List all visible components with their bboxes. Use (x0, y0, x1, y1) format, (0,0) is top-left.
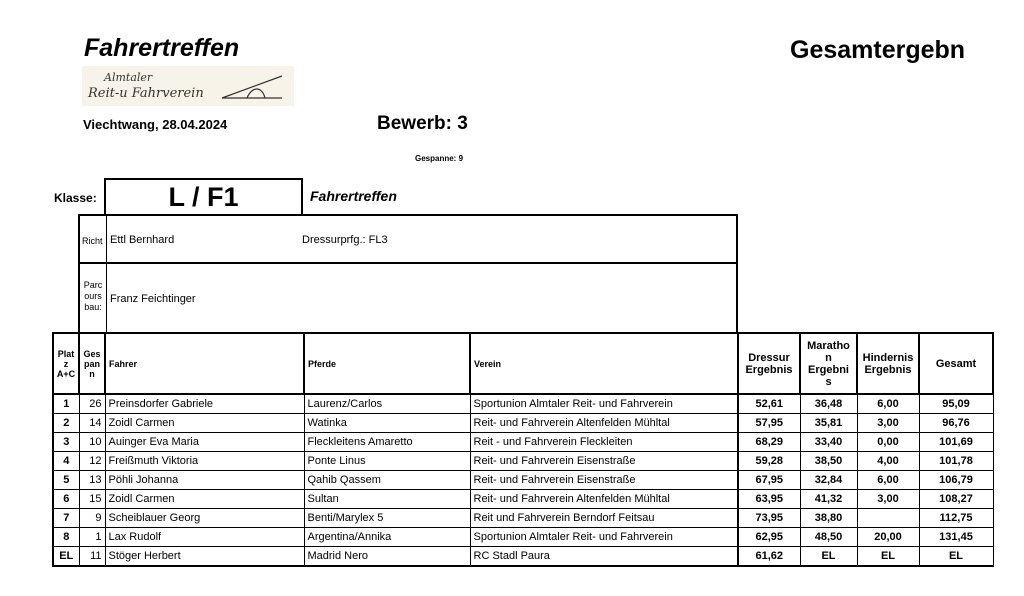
cell-verein: Reit- und Fahrverein Eisenstraße (470, 471, 738, 490)
cell-marathon: 48,50 (800, 528, 857, 547)
cell-pferde: Fleckleitens Amaretto (304, 433, 470, 452)
cell-dressur: 57,95 (738, 414, 800, 433)
klasse-name: Fahrertreffen (310, 188, 397, 204)
cell-marathon: 41,32 (800, 490, 857, 509)
cell-marathon: 35,81 (800, 414, 857, 433)
table-row (53, 394, 993, 414)
place-date: Viechtwang, 28.04.2024 (83, 117, 228, 132)
cell-gespann: 9 (79, 509, 105, 528)
col-pferde: Pferde (304, 333, 470, 394)
cell-gesamt: 131,45 (919, 528, 993, 547)
table-row (53, 509, 993, 528)
cell-fahrer: Scheiblauer Georg (105, 509, 304, 528)
richter-name: Ettl Bernhard (110, 234, 175, 246)
cell-hindernis: 4,00 (857, 452, 919, 471)
cell-dressur: 62,95 (738, 528, 800, 547)
cell-fahrer: Freißmuth Viktoria (105, 452, 304, 471)
club-logo (82, 66, 294, 106)
cell-dressur: 61,62 (738, 547, 800, 567)
cell-gespann: 12 (79, 452, 105, 471)
col-gesamt: Gesamt (919, 333, 993, 394)
parcours-name: Franz Feichtinger (110, 293, 196, 305)
cell-gesamt: 106,79 (919, 471, 993, 490)
table-row (53, 471, 993, 490)
cell-dressur: 52,61 (738, 394, 800, 414)
cell-verein: Reit- und Fahrverein Altenfelden Mühltal (470, 414, 738, 433)
cell-dressur: 59,28 (738, 452, 800, 471)
cell-pferde: Benti/Marylex 5 (304, 509, 470, 528)
table-row (53, 433, 993, 452)
cell-hindernis: 20,00 (857, 528, 919, 547)
cell-gesamt: 101,69 (919, 433, 993, 452)
cell-platz: EL (53, 547, 79, 567)
col-platz: Plat z A+C (53, 333, 79, 394)
cell-hindernis: 6,00 (857, 471, 919, 490)
results-title: Gesamtergebn (790, 36, 966, 64)
cell-gespann: 10 (79, 433, 105, 452)
cell-gesamt: EL (919, 547, 993, 567)
cell-dressur: 68,29 (738, 433, 800, 452)
logo-text-2: Reit-u Fahrverein (88, 86, 204, 101)
cell-verein: Sportunion Almtaler Reit- und Fahrverein (470, 394, 738, 414)
cell-gespann: 15 (79, 490, 105, 509)
cell-pferde: Argentina/Annika (304, 528, 470, 547)
cell-hindernis: 6,00 (857, 394, 919, 414)
cell-verein: Reit- und Fahrverein Eisenstraße (470, 452, 738, 471)
cell-fahrer: Pöhli Johanna (105, 471, 304, 490)
cell-gespann: 14 (79, 414, 105, 433)
cell-verein: Reit- und Fahrverein Altenfelden Mühltal (470, 490, 738, 509)
richter-label: Richt (82, 236, 103, 246)
cell-marathon: 33,40 (800, 433, 857, 452)
cell-pferde: Qahib Qassem (304, 471, 470, 490)
cell-verein: Reit - und Fahrverein Fleckleiten (470, 433, 738, 452)
cell-verein: RC Stadl Paura (470, 547, 738, 567)
klasse-value: L / F1 (104, 178, 303, 214)
parcours-box (78, 262, 738, 334)
cell-gesamt: 112,75 (919, 509, 993, 528)
cell-marathon: 36,48 (800, 394, 857, 414)
cell-dressur: 67,95 (738, 471, 800, 490)
cell-gesamt: 108,27 (919, 490, 993, 509)
cell-gespann: 13 (79, 471, 105, 490)
cell-pferde: Laurenz/Carlos (304, 394, 470, 414)
cell-fahrer: Lax Rudolf (105, 528, 304, 547)
table-row (53, 528, 993, 547)
cell-platz: 6 (53, 490, 79, 509)
cell-platz: 7 (53, 509, 79, 528)
cell-gesamt: 95,09 (919, 394, 993, 414)
cell-platz: 4 (53, 452, 79, 471)
cell-dressur: 73,95 (738, 509, 800, 528)
event-title: Fahrertreffen (84, 34, 240, 62)
table-row (53, 547, 993, 567)
cell-fahrer: Zoidl Carmen (105, 490, 304, 509)
table-row (53, 490, 993, 509)
bewerb-number: Bewerb: 3 (377, 113, 468, 134)
cell-verein: Sportunion Almtaler Reit- und Fahrverein (470, 528, 738, 547)
cell-verein: Reit und Fahrverein Berndorf Feitsau (470, 509, 738, 528)
table-header-row (53, 333, 993, 394)
results-table (52, 332, 994, 567)
cell-fahrer: Preinsdorfer Gabriele (105, 394, 304, 414)
cell-gesamt: 101,78 (919, 452, 993, 471)
cell-pferde: Ponte Linus (304, 452, 470, 471)
cell-platz: 8 (53, 528, 79, 547)
cell-fahrer: Zoidl Carmen (105, 414, 304, 433)
cell-marathon: 38,50 (800, 452, 857, 471)
klasse-label: Klasse: (54, 191, 97, 205)
table-row (53, 414, 993, 433)
col-marathon: Maratho n Ergebni s (800, 333, 857, 394)
cell-pferde: Sultan (304, 490, 470, 509)
col-fahrer: Fahrer (105, 333, 304, 394)
dressur-test: Dressurprfg.: FL3 (302, 234, 388, 246)
cell-gespann: 11 (79, 547, 105, 567)
cell-hindernis (857, 509, 919, 528)
cell-platz: 1 (53, 394, 79, 414)
cell-hindernis: EL (857, 547, 919, 567)
cell-gespann: 26 (79, 394, 105, 414)
col-gespann: Ges pan n (79, 333, 105, 394)
col-dressur: Dressur Ergebnis (738, 333, 800, 394)
cell-marathon: EL (800, 547, 857, 567)
cell-marathon: 32,84 (800, 471, 857, 490)
cell-platz: 5 (53, 471, 79, 490)
cell-hindernis: 0,00 (857, 433, 919, 452)
col-hindernis: Hindernis Ergebnis (857, 333, 919, 394)
cell-gespann: 1 (79, 528, 105, 547)
cell-platz: 2 (53, 414, 79, 433)
cell-gesamt: 96,76 (919, 414, 993, 433)
cell-marathon: 38,80 (800, 509, 857, 528)
cell-fahrer: Auinger Eva Maria (105, 433, 304, 452)
col-verein: Verein (470, 333, 738, 394)
cell-pferde: Madrid Nero (304, 547, 470, 567)
cell-fahrer: Stöger Herbert (105, 547, 304, 567)
cell-pferde: Watinka (304, 414, 470, 433)
cell-platz: 3 (53, 433, 79, 452)
richter-box (78, 214, 738, 264)
cell-hindernis: 3,00 (857, 414, 919, 433)
gespanne-count: Gespanne: 9 (415, 154, 464, 163)
cell-dressur: 63,95 (738, 490, 800, 509)
table-row (53, 452, 993, 471)
parcours-label: Parc ours bau: (83, 280, 103, 312)
cell-hindernis: 3,00 (857, 490, 919, 509)
logo-text-1: Almtaler (104, 71, 153, 84)
